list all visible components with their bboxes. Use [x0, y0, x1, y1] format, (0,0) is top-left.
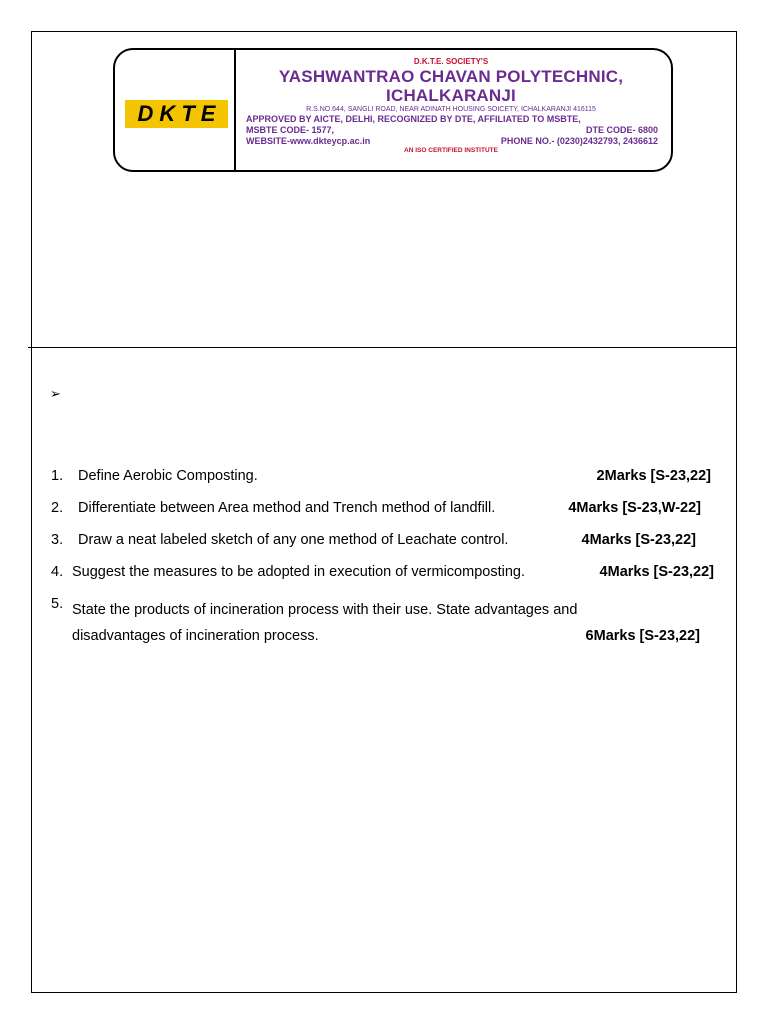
college-name-line2: ICHALKARANJI — [386, 86, 516, 105]
question-text: Differentiate between Area method and Trench method of landfill. — [78, 500, 496, 516]
question-marks: 4Marks [S-23,22] — [599, 564, 714, 580]
question-number: 2. — [51, 500, 64, 516]
question-marks: 4Marks [S-23,W-22] — [568, 500, 701, 516]
question-text: Suggest the measures to be adopted in execution of vermicomposting. — [72, 564, 525, 580]
question-list — [51, 466, 721, 658]
logo-text: DKTE — [137, 101, 222, 126]
question-item — [51, 562, 721, 594]
phone: PHONE NO.- (0230)2432793, 2436612 — [500, 136, 658, 146]
question-text: Define Aerobic Composting. — [78, 468, 258, 484]
msbte-code: MSBTE CODE- 1577, — [246, 125, 335, 135]
question-text: State the products of incineration process with their use. State advantages and — [72, 602, 578, 618]
question-item — [51, 594, 721, 658]
dkte-logo — [125, 100, 228, 128]
question-item — [51, 530, 721, 562]
dte-code: DTE CODE- 6800 — [585, 125, 658, 135]
question-marks: 2Marks [S-23,22] — [596, 468, 711, 484]
question-marks: 6Marks [S-23,22] — [585, 628, 700, 644]
question-text: disadvantages of incineration process. — [72, 628, 319, 644]
society-name: D.K.T.E. SOCIETY'S — [413, 57, 489, 66]
college-name-line1: YASHWANTRAO CHAVAN POLYTECHNIC, — [278, 67, 624, 86]
college-address: R.S.NO.644, SANGLI ROAD, NEAR ADINATH HOUSING SOICETY, ICHALKARANJI 416115 — [306, 106, 596, 113]
institute-info — [244, 57, 658, 155]
question-item — [51, 466, 721, 498]
institute-header — [113, 48, 673, 172]
website: WEBSITE-www.dkteycp.ac.in — [246, 136, 371, 146]
approval-text: APPROVED BY AICTE, DELHI, RECOGNIZED BY DTE, AFFILIATED TO MSBTE, — [246, 114, 581, 124]
approval-line — [244, 114, 658, 125]
contact-line — [244, 136, 658, 147]
logo-cell — [115, 50, 236, 170]
question-number: 5. — [51, 596, 64, 612]
question-item — [51, 498, 721, 530]
arrow-bullet-icon: ➢ — [50, 386, 61, 401]
section-divider — [28, 347, 737, 348]
question-marks: 4Marks [S-23,22] — [581, 532, 696, 548]
iso-badge-text: AN ISO CERTIFIED INSTITUTE — [404, 147, 498, 154]
question-number: 3. — [51, 532, 64, 548]
question-text: Draw a neat labeled sketch of any one method of Leachate control. — [78, 532, 509, 548]
question-number: 1. — [51, 468, 64, 484]
question-number: 4. — [51, 564, 64, 580]
codes-line — [244, 125, 658, 136]
question-text-continued — [72, 626, 700, 646]
